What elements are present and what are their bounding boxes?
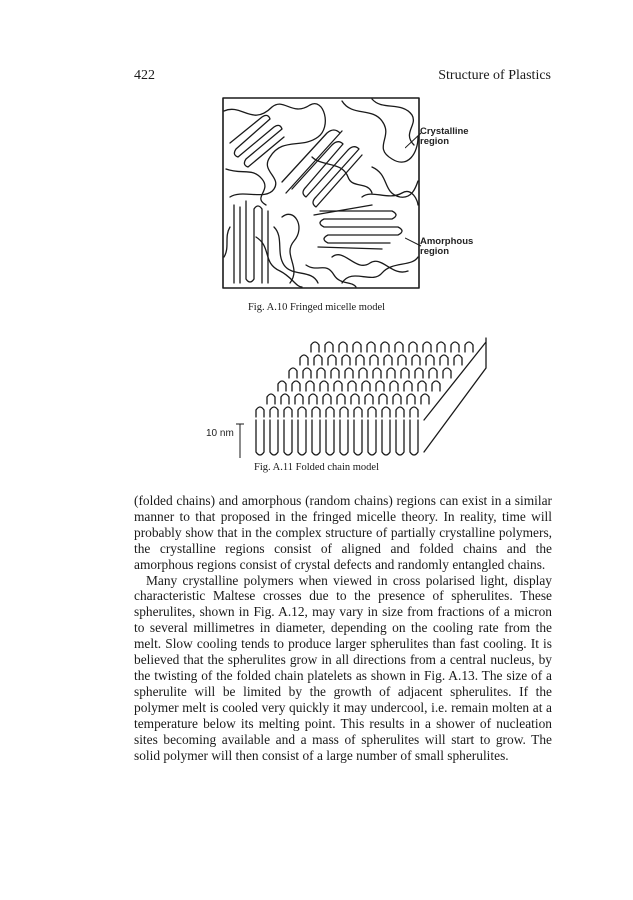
fringed-micelle-diagram bbox=[222, 97, 420, 289]
paragraph-2: Many crystalline polymers when viewed in cross polarised light, display characteristic Maltese crosses due to the presence of spherulites. These spherulites, shown in Fig. A.12, may vary in size from fractions of a micron to several millimetres in diameter, depending on the cooling rate from the melt. Slow cooling tends to produce larger spherulites than fast cooling. It is believed that the spherulites grow in all directions from a central nucleus, by the twisting of the folded chain platelets as shown in Fig. A.13. The size of a spherulite will be limited by the growth of adjacent spherulites. If the polymer melt is cooled very quickly it may undercool, i.e. remain molten at a temperature below its melting point. This results in a shower of nucleation sites becoming available and a mass of spherulites will start to grow. The solid polymer will then consist of a large number of small spherulites. bbox=[134, 572, 552, 763]
amorphous-label-line1: Amorphous bbox=[420, 236, 474, 247]
scale-label: 10 nm bbox=[206, 428, 234, 439]
amorphous-label-line2: region bbox=[420, 246, 450, 257]
folded-chain-diagram bbox=[196, 328, 496, 458]
lamella-side-face bbox=[424, 338, 486, 452]
amorphous-region-label bbox=[420, 237, 473, 257]
fold-row bbox=[267, 394, 429, 404]
page-number: 422 bbox=[134, 68, 155, 83]
crystalline-region-label bbox=[420, 127, 469, 147]
fold-row bbox=[256, 407, 418, 417]
running-head bbox=[134, 68, 551, 84]
figure-11-caption: Fig. A.11 Folded chain model bbox=[253, 462, 380, 473]
crystalline-label-line2: region bbox=[420, 136, 450, 147]
fold-row bbox=[278, 381, 440, 391]
folded-chain-figure bbox=[196, 328, 496, 463]
scale-bar bbox=[236, 424, 244, 458]
fold-front-row bbox=[256, 420, 418, 455]
figure-10-caption: Fig. A.10 Fringed micelle model bbox=[247, 302, 386, 313]
body-text bbox=[134, 493, 552, 763]
fold-row bbox=[311, 342, 473, 352]
running-title: Structure of Plastics bbox=[438, 68, 551, 83]
fold-row bbox=[300, 355, 462, 365]
paragraph-1: (folded chains) and amorphous (random chains) regions can exist in a similar manner to that proposed in the fringed micelle theory. In reality, time will probably show that in the complex structure of partially crystalline polymers, the crystalline regions consist of aligned and folded chains and the amorphous regions consist of crystal defects and randomly entangled chains. bbox=[134, 493, 552, 572]
fringed-micelle-figure bbox=[222, 97, 420, 289]
crystalline-label-line1: Crystalline bbox=[420, 126, 469, 137]
fold-row bbox=[289, 368, 451, 378]
